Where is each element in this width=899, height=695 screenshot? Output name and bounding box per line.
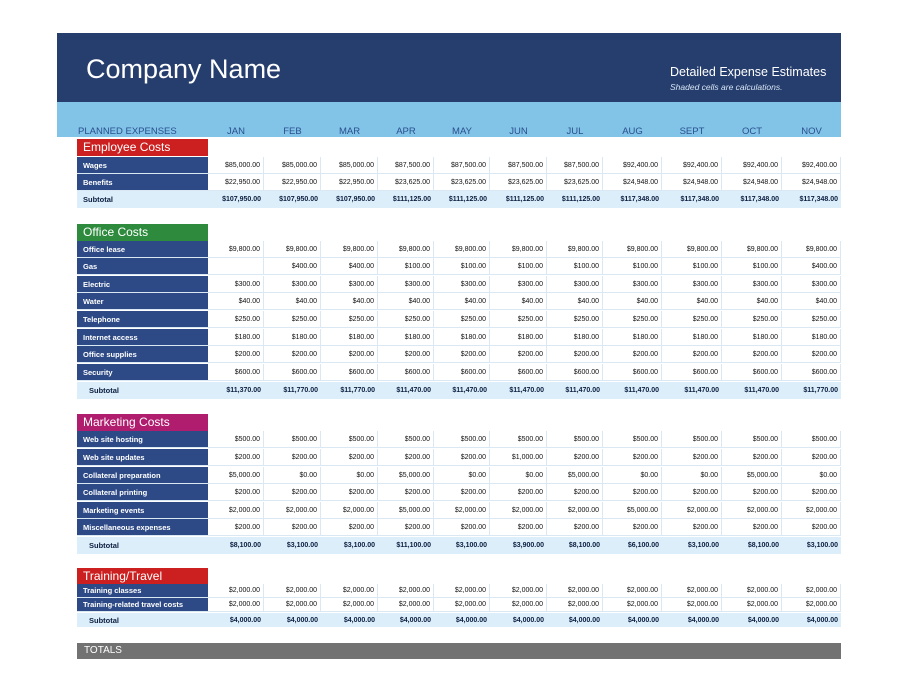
- expense-cell[interactable]: $180.00: [782, 329, 841, 345]
- section-title: Office Costs: [77, 224, 208, 241]
- expense-cell[interactable]: $5,000.00: [208, 467, 264, 483]
- row-divider: [77, 447, 841, 448]
- section-title: Training/Travel: [77, 568, 208, 585]
- subtotal-cell: $11,770.00: [340, 387, 375, 394]
- expense-cell[interactable]: $22,950.00: [321, 174, 378, 190]
- expense-cell[interactable]: $500.00: [264, 431, 321, 447]
- expense-cell[interactable]: $2,000.00: [662, 584, 722, 597]
- expense-cell[interactable]: $250.00: [434, 311, 490, 327]
- expense-cell[interactable]: $200.00: [662, 346, 722, 362]
- expense-cell[interactable]: $250.00: [782, 311, 841, 327]
- expense-cell[interactable]: $180.00: [662, 329, 722, 345]
- expense-cell[interactable]: $250.00: [547, 311, 603, 327]
- expense-cell[interactable]: $40.00: [208, 293, 264, 309]
- row-label: Training classes: [77, 584, 208, 597]
- expense-cell[interactable]: $200.00: [264, 346, 321, 362]
- expense-cell[interactable]: $200.00: [434, 484, 490, 500]
- expense-cell[interactable]: $9,800.00: [603, 241, 662, 257]
- subtotal-cell: $11,100.00: [396, 542, 431, 549]
- expense-cell[interactable]: $2,000.00: [490, 584, 547, 597]
- expense-cell[interactable]: $100.00: [490, 258, 547, 274]
- section-title: Marketing Costs: [77, 414, 208, 431]
- expense-cell[interactable]: $200.00: [603, 484, 662, 500]
- expense-cell[interactable]: $1,000.00: [490, 449, 547, 465]
- expense-cell[interactable]: $24,948.00: [722, 174, 782, 190]
- subtotal-cell: $4,000.00: [343, 616, 375, 624]
- planned-expenses-header: PLANNED EXPENSES: [78, 126, 177, 137]
- row-label: Miscellaneous expenses: [77, 519, 208, 535]
- expense-cell[interactable]: $100.00: [722, 258, 782, 274]
- subtotal-cell: $8,100.00: [747, 542, 779, 549]
- expense-cell[interactable]: $2,000.00: [547, 502, 603, 518]
- expense-cell[interactable]: $87,500.00: [378, 157, 434, 173]
- subtotal-cell: $11,470.00: [684, 387, 719, 394]
- expense-cell[interactable]: $100.00: [662, 258, 722, 274]
- expense-cell[interactable]: $2,000.00: [490, 598, 547, 611]
- month-header: FEB: [283, 126, 302, 137]
- section-title: Employee Costs: [77, 139, 208, 156]
- subtotal-label: Subtotal: [89, 541, 119, 550]
- row-divider: [77, 309, 841, 310]
- expense-cell[interactable]: $40.00: [662, 293, 722, 309]
- expense-cell[interactable]: $300.00: [782, 276, 841, 292]
- expense-cell[interactable]: $200.00: [434, 449, 490, 465]
- expense-cell[interactable]: $200.00: [603, 449, 662, 465]
- month-header: OCT: [741, 126, 763, 137]
- expense-cell[interactable]: $40.00: [603, 293, 662, 309]
- subtotal-cell: $3,100.00: [343, 542, 375, 549]
- subtotal-cell: $117,348.00: [799, 196, 838, 203]
- expense-cell[interactable]: $200.00: [321, 346, 378, 362]
- expense-cell[interactable]: $200.00: [264, 519, 321, 535]
- expense-cell[interactable]: $300.00: [378, 276, 434, 292]
- expense-cell[interactable]: $2,000.00: [662, 598, 722, 611]
- expense-cell[interactable]: $2,000.00: [722, 598, 782, 611]
- expense-cell[interactable]: $200.00: [547, 519, 603, 535]
- subtotal-cell: $3,900.00: [512, 542, 544, 549]
- expense-cell[interactable]: $200.00: [722, 449, 782, 465]
- subtotal-cell: $4,000.00: [627, 616, 659, 624]
- subtotal-cell: $11,470.00: [624, 387, 659, 394]
- expense-cell[interactable]: $0.00: [434, 467, 490, 483]
- expense-cell[interactable]: $180.00: [490, 329, 547, 345]
- expense-cell[interactable]: $200.00: [264, 449, 321, 465]
- expense-cell[interactable]: $200.00: [321, 449, 378, 465]
- expense-cell[interactable]: $2,000.00: [547, 598, 603, 611]
- expense-cell[interactable]: $500.00: [208, 431, 264, 447]
- expense-cell[interactable]: $23,625.00: [490, 174, 547, 190]
- expense-cell[interactable]: $2,000.00: [264, 584, 321, 597]
- expense-cell[interactable]: $40.00: [378, 293, 434, 309]
- expense-cell[interactable]: $200.00: [208, 449, 264, 465]
- expense-cell[interactable]: $200.00: [378, 346, 434, 362]
- expense-cell[interactable]: $600.00: [490, 364, 547, 380]
- expense-cell[interactable]: $400.00: [782, 258, 841, 274]
- expense-cell[interactable]: $0.00: [321, 467, 378, 483]
- row-label: Web site updates: [77, 449, 208, 465]
- row-label: Telephone: [77, 311, 208, 327]
- expense-cell[interactable]: $250.00: [662, 311, 722, 327]
- subtotal-label: Subtotal: [89, 615, 119, 625]
- sheet-title: Detailed Expense Estimates: [670, 65, 827, 79]
- subtotal-label: Subtotal: [89, 386, 119, 395]
- expense-cell[interactable]: $92,400.00: [782, 157, 841, 173]
- subtotal-cell: $4,000.00: [687, 616, 719, 624]
- subtotal-cell: $11,470.00: [744, 387, 779, 394]
- expense-cell[interactable]: $24,948.00: [782, 174, 841, 190]
- subtotal-cell: $11,370.00: [226, 387, 261, 394]
- expense-cell[interactable]: $2,000.00: [434, 502, 490, 518]
- row-label: Marketing events: [77, 502, 208, 518]
- expense-cell[interactable]: $200.00: [722, 346, 782, 362]
- expense-cell[interactable]: $5,000.00: [547, 467, 603, 483]
- expense-cell[interactable]: $180.00: [321, 329, 378, 345]
- expense-cell[interactable]: $300.00: [490, 276, 547, 292]
- expense-cell[interactable]: $40.00: [264, 293, 321, 309]
- row-divider: [77, 535, 841, 536]
- expense-cell[interactable]: $2,000.00: [490, 502, 547, 518]
- expense-cell[interactable]: $2,000.00: [782, 598, 841, 611]
- subtotal-cell: $4,000.00: [229, 616, 261, 624]
- expense-cell[interactable]: $100.00: [378, 258, 434, 274]
- expense-cell[interactable]: $600.00: [208, 364, 264, 380]
- expense-cell[interactable]: $500.00: [722, 431, 782, 447]
- expense-cell[interactable]: $180.00: [722, 329, 782, 345]
- expense-cell[interactable]: $500.00: [603, 431, 662, 447]
- expense-cell[interactable]: $2,000.00: [434, 584, 490, 597]
- expense-cell[interactable]: $250.00: [208, 311, 264, 327]
- expense-cell[interactable]: $300.00: [603, 276, 662, 292]
- expense-cell[interactable]: $40.00: [722, 293, 782, 309]
- expense-cell[interactable]: $200.00: [722, 519, 782, 535]
- expense-cell[interactable]: $500.00: [321, 431, 378, 447]
- month-header: APR: [396, 126, 416, 137]
- expense-cell[interactable]: $85,000.00: [208, 157, 264, 173]
- expense-cell[interactable]: $250.00: [603, 311, 662, 327]
- expense-cell[interactable]: $2,000.00: [603, 598, 662, 611]
- expense-cell[interactable]: $40.00: [490, 293, 547, 309]
- expense-cell[interactable]: $600.00: [603, 364, 662, 380]
- expense-cell[interactable]: $24,948.00: [603, 174, 662, 190]
- expense-cell[interactable]: $300.00: [321, 276, 378, 292]
- expense-cell[interactable]: $200.00: [378, 449, 434, 465]
- expense-cell[interactable]: $200.00: [662, 449, 722, 465]
- expense-cell[interactable]: $300.00: [662, 276, 722, 292]
- expense-cell[interactable]: $23,625.00: [547, 174, 603, 190]
- month-header: SEPT: [679, 126, 705, 137]
- expense-cell[interactable]: $180.00: [547, 329, 603, 345]
- expense-cell[interactable]: $300.00: [722, 276, 782, 292]
- expense-cell[interactable]: $2,000.00: [603, 584, 662, 597]
- expense-cell[interactable]: $500.00: [662, 431, 722, 447]
- expense-cell[interactable]: $5,000.00: [378, 467, 434, 483]
- row-divider: [77, 327, 841, 328]
- expense-cell[interactable]: $300.00: [264, 276, 321, 292]
- subtotal-cell: $3,100.00: [806, 542, 838, 549]
- expense-cell[interactable]: $87,500.00: [490, 157, 547, 173]
- subtotal-cell: $8,100.00: [568, 542, 600, 549]
- expense-cell[interactable]: $180.00: [603, 329, 662, 345]
- expense-cell[interactable]: $250.00: [378, 311, 434, 327]
- row-label: Wages: [77, 157, 208, 173]
- expense-cell[interactable]: $40.00: [547, 293, 603, 309]
- subtotal-cell: $11,770.00: [803, 387, 838, 394]
- expense-cell[interactable]: $200.00: [208, 484, 264, 500]
- expense-cell[interactable]: $0.00: [603, 467, 662, 483]
- expense-cell[interactable]: $200.00: [782, 484, 841, 500]
- expense-cell[interactable]: $0.00: [490, 467, 547, 483]
- row-divider: [77, 274, 841, 275]
- calc-note: Shaded cells are calculations.: [670, 82, 783, 92]
- expense-cell[interactable]: $2,000.00: [434, 598, 490, 611]
- row-label: Internet access: [77, 329, 208, 345]
- expense-cell[interactable]: $2,000.00: [208, 584, 264, 597]
- subtotal-cell: $8,100.00: [229, 542, 261, 549]
- expense-cell[interactable]: [208, 258, 264, 274]
- expense-cell[interactable]: $40.00: [434, 293, 490, 309]
- subtotal-cell: $3,100.00: [455, 542, 487, 549]
- expense-cell[interactable]: $2,000.00: [208, 598, 264, 611]
- subtotal-cell: $4,000.00: [399, 616, 431, 624]
- subtotal-cell: $4,000.00: [806, 616, 838, 624]
- expense-cell[interactable]: $23,625.00: [378, 174, 434, 190]
- expense-cell[interactable]: $500.00: [434, 431, 490, 447]
- expense-cell[interactable]: $600.00: [782, 364, 841, 380]
- expense-cell[interactable]: $2,000.00: [321, 598, 378, 611]
- subtotal-cell: $11,770.00: [283, 387, 318, 394]
- expense-cell[interactable]: $200.00: [603, 346, 662, 362]
- expense-cell[interactable]: $2,000.00: [782, 502, 841, 518]
- expense-cell[interactable]: $2,000.00: [782, 584, 841, 597]
- expense-cell[interactable]: $600.00: [547, 364, 603, 380]
- expense-cell[interactable]: $400.00: [321, 258, 378, 274]
- expense-cell[interactable]: $23,625.00: [434, 174, 490, 190]
- expense-cell[interactable]: $9,800.00: [208, 241, 264, 257]
- row-label: Training-related travel costs: [77, 598, 208, 611]
- expense-cell[interactable]: $9,800.00: [490, 241, 547, 257]
- expense-cell[interactable]: $250.00: [321, 311, 378, 327]
- expense-cell[interactable]: $9,800.00: [547, 241, 603, 257]
- expense-cell[interactable]: $9,800.00: [722, 241, 782, 257]
- expense-cell[interactable]: $2,000.00: [264, 502, 321, 518]
- expense-cell[interactable]: $500.00: [782, 431, 841, 447]
- subtotal-cell: $11,470.00: [452, 387, 487, 394]
- month-header: MAR: [338, 126, 361, 137]
- subtotal-cell: $11,470.00: [509, 387, 544, 394]
- expense-cell[interactable]: $200.00: [208, 519, 264, 535]
- company-name: Company Name: [86, 54, 282, 84]
- expense-cell[interactable]: $9,800.00: [264, 241, 321, 257]
- expense-cell[interactable]: $180.00: [264, 329, 321, 345]
- expense-cell[interactable]: $2,000.00: [547, 584, 603, 597]
- expense-cell[interactable]: $87,500.00: [547, 157, 603, 173]
- expense-cell[interactable]: $0.00: [662, 467, 722, 483]
- expense-cell[interactable]: $200.00: [490, 346, 547, 362]
- expense-cell[interactable]: $9,800.00: [321, 241, 378, 257]
- row-label: Web site hosting: [77, 431, 208, 447]
- subtotal-cell: $111,125.00: [448, 196, 487, 203]
- subtotal-cell: $4,000.00: [568, 616, 600, 624]
- expense-cell[interactable]: $300.00: [547, 276, 603, 292]
- expense-cell[interactable]: $200.00: [321, 484, 378, 500]
- expense-cell[interactable]: $24,948.00: [662, 174, 722, 190]
- row-divider: [77, 362, 841, 363]
- expense-cell[interactable]: $200.00: [434, 519, 490, 535]
- month-header: JAN: [227, 126, 245, 137]
- expense-cell[interactable]: $0.00: [782, 467, 841, 483]
- expense-cell[interactable]: $2,000.00: [208, 502, 264, 518]
- expense-cell[interactable]: $600.00: [662, 364, 722, 380]
- expense-cell[interactable]: $200.00: [378, 519, 434, 535]
- expense-cell[interactable]: $300.00: [434, 276, 490, 292]
- expense-cell[interactable]: $180.00: [434, 329, 490, 345]
- expense-cell[interactable]: $200.00: [208, 346, 264, 362]
- expense-cell[interactable]: $2,000.00: [378, 584, 434, 597]
- expense-cell[interactable]: $600.00: [321, 364, 378, 380]
- expense-cell[interactable]: $500.00: [490, 431, 547, 447]
- expense-cell[interactable]: $600.00: [722, 364, 782, 380]
- expense-cell[interactable]: $600.00: [264, 364, 321, 380]
- header-banner: [57, 33, 841, 102]
- expense-cell[interactable]: $2,000.00: [321, 584, 378, 597]
- expense-cell[interactable]: $100.00: [547, 258, 603, 274]
- expense-cell[interactable]: $250.00: [490, 311, 547, 327]
- expense-cell[interactable]: $92,400.00: [722, 157, 782, 173]
- expense-cell[interactable]: $200.00: [321, 519, 378, 535]
- expense-cell[interactable]: $2,000.00: [722, 584, 782, 597]
- expense-cell[interactable]: $200.00: [378, 484, 434, 500]
- row-label: Office supplies: [77, 346, 208, 362]
- expense-cell[interactable]: $250.00: [722, 311, 782, 327]
- expense-cell[interactable]: $500.00: [547, 431, 603, 447]
- month-header: MAY: [452, 126, 472, 137]
- subtotal-cell: $3,100.00: [687, 542, 719, 549]
- expense-cell[interactable]: $400.00: [264, 258, 321, 274]
- expense-cell[interactable]: $2,000.00: [662, 502, 722, 518]
- row-label: Security: [77, 364, 208, 380]
- expense-cell[interactable]: $200.00: [603, 519, 662, 535]
- expense-cell[interactable]: $85,000.00: [264, 157, 321, 173]
- expense-cell[interactable]: $2,000.00: [722, 502, 782, 518]
- expense-cell[interactable]: $5,000.00: [603, 502, 662, 518]
- month-header: JUN: [509, 126, 528, 137]
- row-divider: [77, 500, 841, 501]
- expense-cell[interactable]: $2,000.00: [264, 598, 321, 611]
- row-divider: [77, 380, 841, 381]
- expense-cell[interactable]: $9,800.00: [378, 241, 434, 257]
- expense-cell[interactable]: $300.00: [208, 276, 264, 292]
- row-divider: [77, 611, 841, 612]
- subtotal-cell: $4,000.00: [286, 616, 318, 624]
- expense-cell[interactable]: $92,400.00: [662, 157, 722, 173]
- expense-cell[interactable]: $5,000.00: [378, 502, 434, 518]
- expense-cell[interactable]: $200.00: [782, 346, 841, 362]
- month-header: NOV: [801, 126, 822, 137]
- expense-cell[interactable]: $200.00: [264, 484, 321, 500]
- row-label: Collateral printing: [77, 484, 208, 500]
- expense-cell[interactable]: $92,400.00: [603, 157, 662, 173]
- expense-cell[interactable]: $100.00: [434, 258, 490, 274]
- expense-cell[interactable]: $200.00: [547, 346, 603, 362]
- subtotal-cell: $4,000.00: [512, 616, 544, 624]
- subtotal-cell: $117,348.00: [740, 196, 779, 203]
- subtotal-label: Subtotal: [83, 195, 113, 204]
- subtotal-cell: $6,100.00: [627, 542, 659, 549]
- subtotal-cell: $3,100.00: [286, 542, 318, 549]
- subtotal-cell: $107,950.00: [222, 196, 261, 203]
- subtotal-cell: $4,000.00: [747, 616, 779, 624]
- row-label: Water: [77, 293, 208, 309]
- row-label: Electric: [77, 276, 208, 292]
- expense-cell[interactable]: $200.00: [434, 346, 490, 362]
- subtotal-cell: $11,470.00: [396, 387, 431, 394]
- expense-cell[interactable]: $22,950.00: [208, 174, 264, 190]
- subtotal-cell: $11,470.00: [565, 387, 600, 394]
- expense-cell[interactable]: $87,500.00: [434, 157, 490, 173]
- expense-cell[interactable]: $9,800.00: [434, 241, 490, 257]
- expense-cell[interactable]: $9,800.00: [662, 241, 722, 257]
- expense-cell[interactable]: $200.00: [662, 484, 722, 500]
- row-label: Office lease: [77, 241, 208, 257]
- totals-bar: TOTALS: [77, 643, 841, 659]
- expense-cell[interactable]: $200.00: [722, 484, 782, 500]
- expense-cell[interactable]: $200.00: [662, 519, 722, 535]
- subtotal-cell: $111,125.00: [392, 196, 431, 203]
- expense-cell[interactable]: $0.00: [264, 467, 321, 483]
- expense-cell[interactable]: $200.00: [547, 449, 603, 465]
- expense-cell[interactable]: $250.00: [264, 311, 321, 327]
- expense-cell[interactable]: $100.00: [603, 258, 662, 274]
- expense-cell[interactable]: $500.00: [378, 431, 434, 447]
- expense-cell[interactable]: $200.00: [782, 449, 841, 465]
- subtotal-cell: $107,950.00: [336, 196, 375, 203]
- expense-cell[interactable]: $180.00: [208, 329, 264, 345]
- subtotal-cell: $107,950.00: [279, 196, 318, 203]
- expense-cell[interactable]: $9,800.00: [782, 241, 841, 257]
- expense-cell[interactable]: $2,000.00: [378, 598, 434, 611]
- row-label: Benefits: [77, 174, 208, 190]
- subtotal-cell: $111,125.00: [561, 196, 600, 203]
- expense-cell[interactable]: $600.00: [378, 364, 434, 380]
- subtotal-cell: $117,348.00: [680, 196, 719, 203]
- expense-cell[interactable]: $2,000.00: [321, 502, 378, 518]
- expense-cell[interactable]: $85,000.00: [321, 157, 378, 173]
- expense-cell[interactable]: $200.00: [547, 484, 603, 500]
- expense-cell[interactable]: $200.00: [782, 519, 841, 535]
- expense-cell[interactable]: $22,950.00: [264, 174, 321, 190]
- row-label: Collateral preparation: [77, 467, 208, 483]
- expense-cell[interactable]: $200.00: [490, 519, 547, 535]
- expense-cell[interactable]: $600.00: [434, 364, 490, 380]
- row-label: Gas: [77, 258, 208, 274]
- row-divider: [77, 465, 841, 466]
- subtotal-cell: $4,000.00: [455, 616, 487, 624]
- month-header: AUG: [622, 126, 643, 137]
- subtotal-cell: $111,125.00: [505, 196, 544, 203]
- expense-cell[interactable]: $200.00: [490, 484, 547, 500]
- expense-cell[interactable]: $180.00: [378, 329, 434, 345]
- expense-cell[interactable]: $5,000.00: [722, 467, 782, 483]
- expense-cell[interactable]: $40.00: [321, 293, 378, 309]
- expense-cell[interactable]: $40.00: [782, 293, 841, 309]
- subtotal-cell: $117,348.00: [620, 196, 659, 203]
- month-header: JUL: [566, 126, 584, 137]
